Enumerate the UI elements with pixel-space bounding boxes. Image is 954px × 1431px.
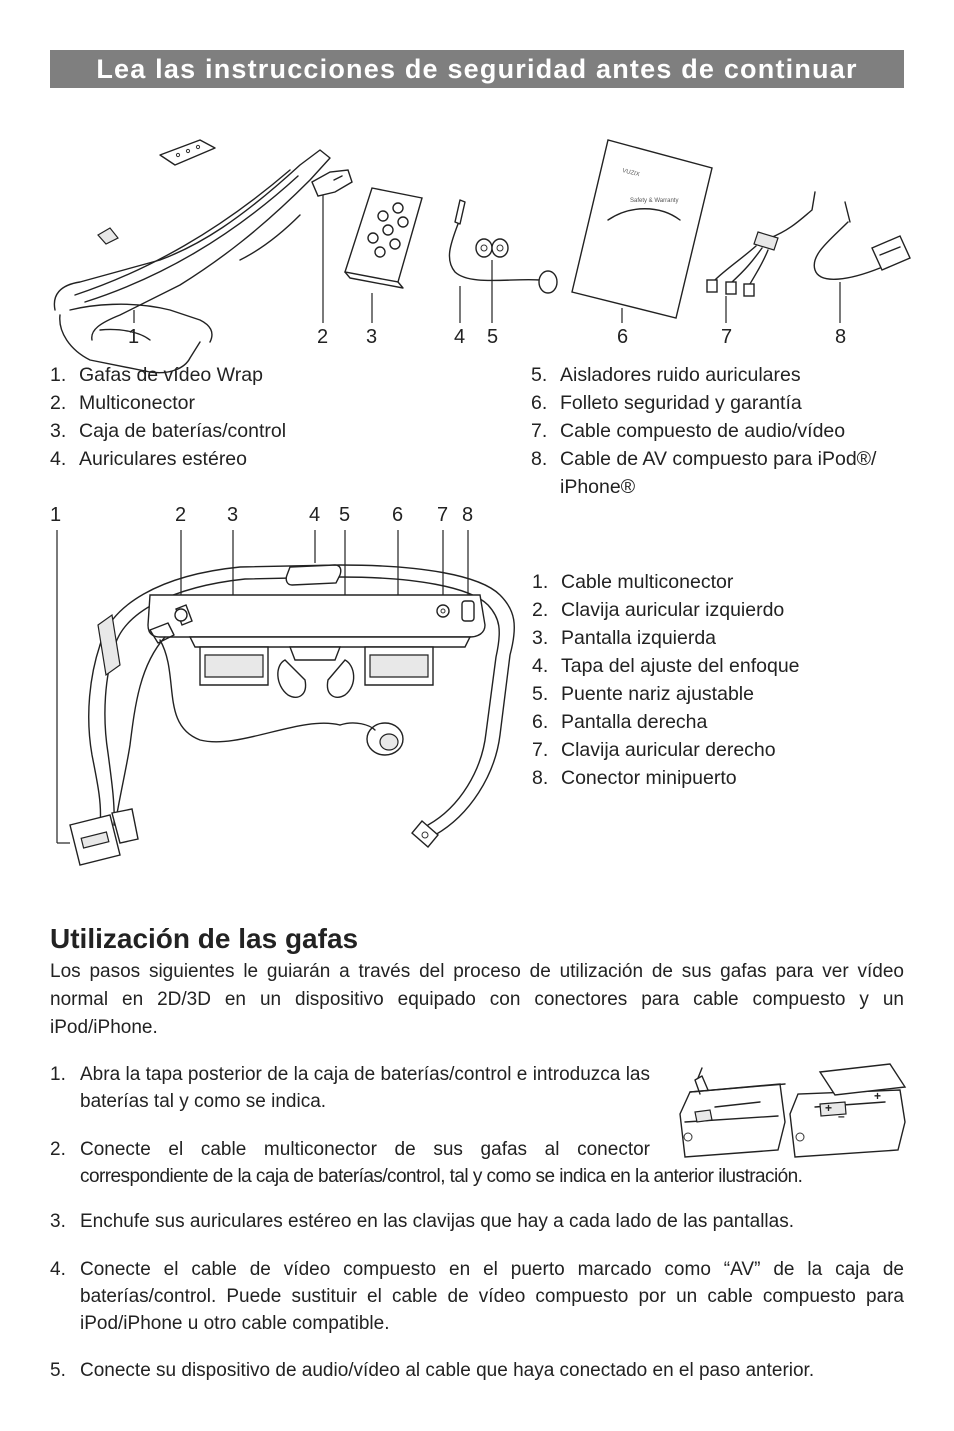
- callout-number: 2: [317, 326, 329, 348]
- list-item: 6. Folleto seguridad y garantía: [531, 392, 802, 414]
- list-item: 7. Cable compuesto de audio/vídeo: [531, 420, 846, 442]
- glasses-parts-list: [532, 568, 904, 792]
- plus-sign: +: [874, 1089, 882, 1103]
- intro-paragraph: Los pasos siguientes le guiarán a través del proceso de utilización de sus gafas para ver vídeo normal en 2D/3D en un dispositivo equipado con conectores para cable compuesto y un iPod/iPhone.: [50, 961, 904, 1038]
- glasses-rear-view-illustration: [40, 525, 560, 895]
- callout-number: 5: [487, 326, 499, 348]
- list-item: 5. Puente nariz ajustable: [532, 683, 754, 705]
- contents-list-right: [531, 361, 905, 501]
- list-item: 3. Caja de baterías/control: [50, 420, 287, 442]
- list-item: 7. Clavija auricular derecho: [532, 739, 776, 761]
- list-item: 1. Cable multiconector: [532, 571, 734, 593]
- list-item: 5. Aisladores ruido auriculares: [531, 364, 801, 386]
- callout-number: 2: [175, 504, 187, 526]
- list-item: 6. Pantalla derecha: [532, 711, 708, 733]
- list-item: 1. Gafas de vídeo Wrap: [50, 364, 263, 386]
- callout-number: 5: [339, 504, 351, 526]
- list-item: 3. Pantalla izquierda: [532, 627, 717, 649]
- callout-number: 8: [835, 326, 847, 348]
- booklet-title: Safety & Warranty: [630, 198, 679, 204]
- callout-number: 7: [437, 504, 449, 526]
- ipod-av-cable-drawing: [814, 202, 910, 279]
- section-title: Utilización de las gafas: [50, 923, 359, 954]
- callout-number: 3: [366, 326, 378, 348]
- plus-sign: +: [825, 1101, 833, 1115]
- callout-number: 3: [227, 504, 239, 526]
- callout-number: 4: [309, 504, 321, 526]
- safety-booklet-drawing: [572, 140, 712, 318]
- booklet-brand: VUZIX: [621, 168, 641, 179]
- callout-number: 6: [617, 326, 629, 348]
- composite-av-cable-drawing: [707, 192, 815, 296]
- contents-list-left: [50, 361, 430, 473]
- list-item: 2. Multiconector: [50, 392, 195, 414]
- callout-number: 1: [128, 326, 140, 348]
- callout-number: 6: [392, 504, 404, 526]
- battery-control-box-drawing: [345, 188, 422, 288]
- list-item: 8. Cable de AV compuesto para iPod®/ iPhone®: [531, 448, 877, 498]
- safety-banner: Lea las instrucciones de seguridad antes de continuar: [50, 50, 904, 88]
- instruction-step-2: 2. Conecte el cable multiconector de sus gafas al conector correspondiente de la caja de baterías/control, tal y como se indica en la anterior ilustración.: [50, 1139, 803, 1187]
- callout-number: 4: [454, 326, 466, 348]
- callout-number: 1: [50, 504, 62, 526]
- callout-number: 8: [462, 504, 474, 526]
- callout-number: 7: [721, 326, 733, 348]
- video-glasses-drawing: [54, 140, 352, 373]
- list-item: 4. Auriculares estéreo: [50, 448, 247, 470]
- list-item: 8. Conector minipuerto: [532, 767, 737, 789]
- list-item: 4. Tapa del ajuste del enfoque: [532, 655, 800, 677]
- earphone-isolators-drawing: [476, 239, 508, 257]
- minus-sign: –: [838, 1109, 845, 1123]
- list-item: 2. Clavija auricular izquierdo: [532, 599, 785, 621]
